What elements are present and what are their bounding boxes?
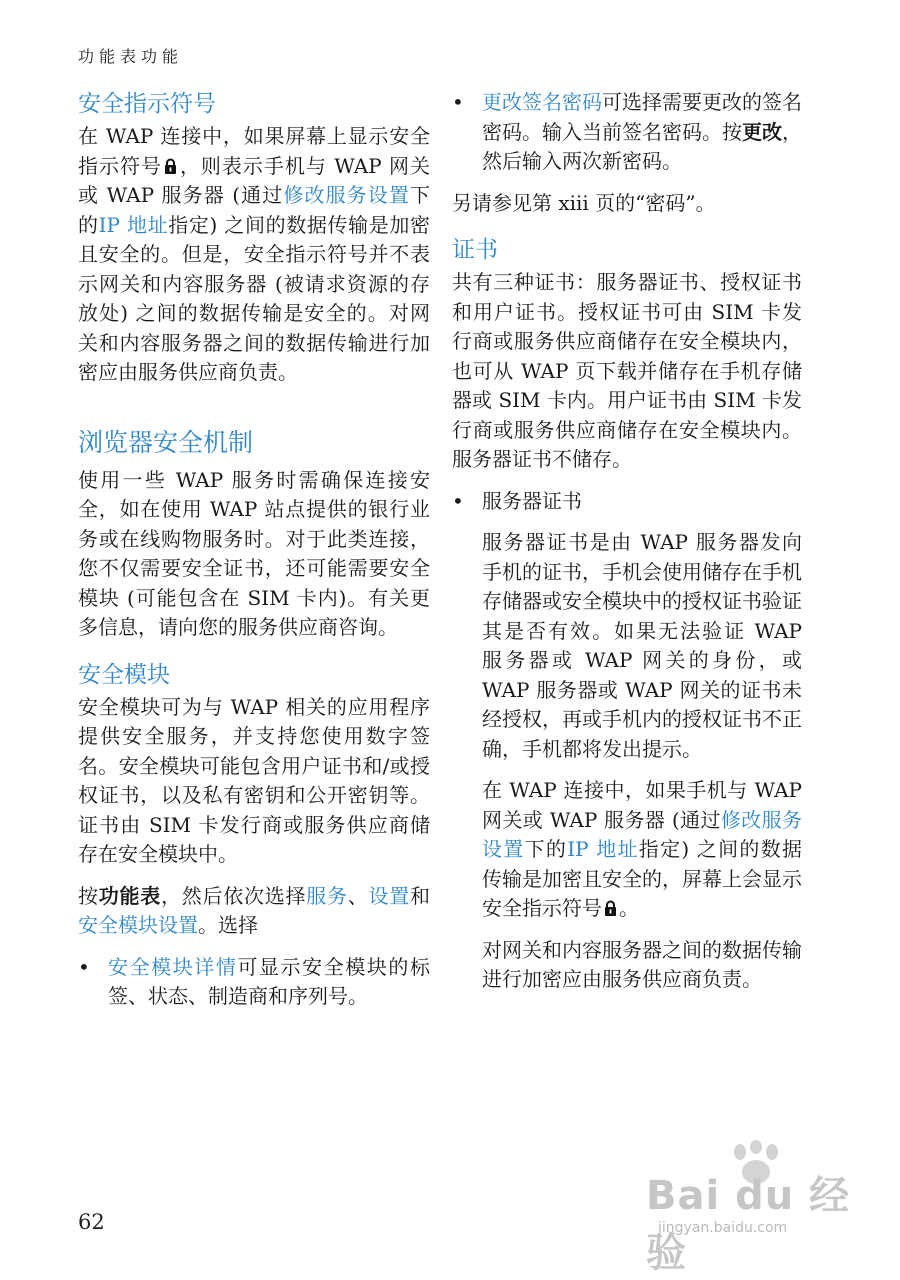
settings-link[interactable]: 设置 (368, 883, 410, 908)
left-column (78, 88, 430, 1012)
text-run: ，然后输入两次新密码。 (482, 119, 802, 173)
watermark-url: jingyan.baidu.com (658, 1220, 788, 1236)
right-column (452, 88, 802, 995)
modify-service-settings-link[interactable]: 修改服务设置 (283, 183, 410, 207)
change-keyword: 更改 (742, 119, 782, 144)
text-run: 指定) 之间的数据传输是加密且安全的。但是，安全指示符号并不表示网关和内容服务器 (被请求资源的存放处) 之间的数据传输是安全的。对网关和内容服务器之间的数据传输进行加密应由服务供应商负责。 (78, 212, 431, 384)
text-run: 。 (619, 896, 639, 920)
section-title-certificates: 证书 (452, 237, 498, 263)
text-run: 。选择 (198, 913, 258, 937)
server-certificates-body (452, 528, 802, 995)
text-run: 可显示安全模块的标签、状态、制造商和序列号。 (108, 954, 431, 1008)
running-header: 功能表功能 (78, 47, 184, 66)
text-run: 指定) 之间的数据传输是加密且安全的，屏幕上会显示安全指示符号 (482, 837, 803, 920)
ip-address-link[interactable]: IP 地址 (98, 212, 169, 237)
text-run: 下的 (524, 837, 568, 861)
page-number: 62 (78, 1210, 105, 1234)
text-run: 在 WAP 连接中，如果屏幕上显示安全指示符号 (78, 124, 430, 178)
menu-path-paragraph (78, 882, 430, 941)
text-run: 和 (410, 883, 430, 908)
text-run: 、 (347, 883, 369, 908)
text-run: 下的 (78, 183, 430, 237)
server-certificates-label: 服务器证书 (482, 488, 582, 513)
section-title-security-module: 安全模块 (78, 661, 170, 688)
services-link[interactable]: 服务 (306, 883, 348, 908)
encryption-responsibility-paragraph: 对网关和内容服务器之间的数据传输进行加密应由服务供应商负责。 (482, 937, 802, 991)
see-also-paragraph: 另请参见第 xiii 页的“密码”。 (452, 190, 716, 215)
text-run: 在 WAP 连接中，如果手机与 WAP 网关或 WAP 服务器 (通过 (482, 778, 802, 832)
text-run: ，然后依次选择 (161, 883, 307, 908)
bullet-dot: • (452, 488, 464, 513)
server-security-indicator-paragraph (482, 776, 802, 924)
change-signing-pin-link[interactable]: 更改签名密码 (482, 90, 602, 114)
text-run: ，则表示手机与 WAP 网关或 WAP 服务器 (通过 (78, 153, 430, 207)
security-module-settings-link[interactable]: 安全模块设置 (78, 913, 198, 937)
bullet-dot: • (452, 90, 464, 114)
lock-icon (604, 900, 617, 917)
watermark-logo: Bai du 经验 (646, 1173, 851, 1276)
text-run: 可选择需要更改的签名密码。输入当前签名密码。按 (482, 90, 802, 144)
section-title-security-indicator: 安全指示符号 (78, 91, 216, 117)
ip-address-link[interactable]: IP 地址 (567, 837, 639, 861)
lock-icon (164, 158, 177, 175)
modify-service-settings-link[interactable]: 修改服务设置 (482, 807, 803, 861)
browser-security-paragraph: 使用一些 WAP 服务时需确保连接安全，如在使用 WAP 站点提供的银行业务或在线购物服务时。对于此类连接，您不仅需要安全证书，还可能需要安全模块 (可能包含在 SIM 卡内)。有关更多信息，请向您的服务供应商咨询。 (78, 467, 430, 639)
baidu-jingyan-watermark (628, 1140, 878, 1276)
security-indicator-paragraph (78, 122, 430, 388)
menu-keyword: 功能表 (98, 883, 161, 908)
security-module-details-link[interactable]: 安全模块详情 (108, 954, 238, 979)
security-module-paragraph: 安全模块可为与 WAP 相关的应用程序提供安全服务，并支持您使用数字签名。安全模块可能包含用户证书和/或授权证书，以及私有密钥和公开密钥等。证书由 SIM 卡发行商或服务供应商储存在安全模块中。 (78, 694, 430, 866)
text-run: 按 (78, 883, 99, 908)
certificates-paragraph: 共有三种证书：服务器证书、授权证书和用户证书。授权证书可由 SIM 卡发行商或服务供应商储存在安全模块内，也可从 WAP 页下载并储存在手机存储器或 SIM 卡内。用户证书由 SIM 卡发行商或服务供应商储存在安全模块内。服务器证书不储存。 (452, 270, 802, 471)
list-item-change-signing-pin (452, 88, 802, 177)
list-item-server-certificates (452, 487, 802, 517)
section-title-browser-security: 浏览器安全机制 (78, 427, 254, 457)
server-certificate-paragraph: 服务器证书是由 WAP 服务器发向手机的证书，手机会使用储存在手机存储器或安全模块中的授权证书验证其是否有效。如果无法验证 WAP 服务器或 WAP 网关的身份，或 WAP 服务器或 WAP 网关的证书未经授权，再或手机内的授权证书不正确，手机都将发出提示。 (482, 530, 802, 761)
list-item-module-details (78, 953, 430, 1012)
bullet-dot: • (78, 954, 90, 979)
